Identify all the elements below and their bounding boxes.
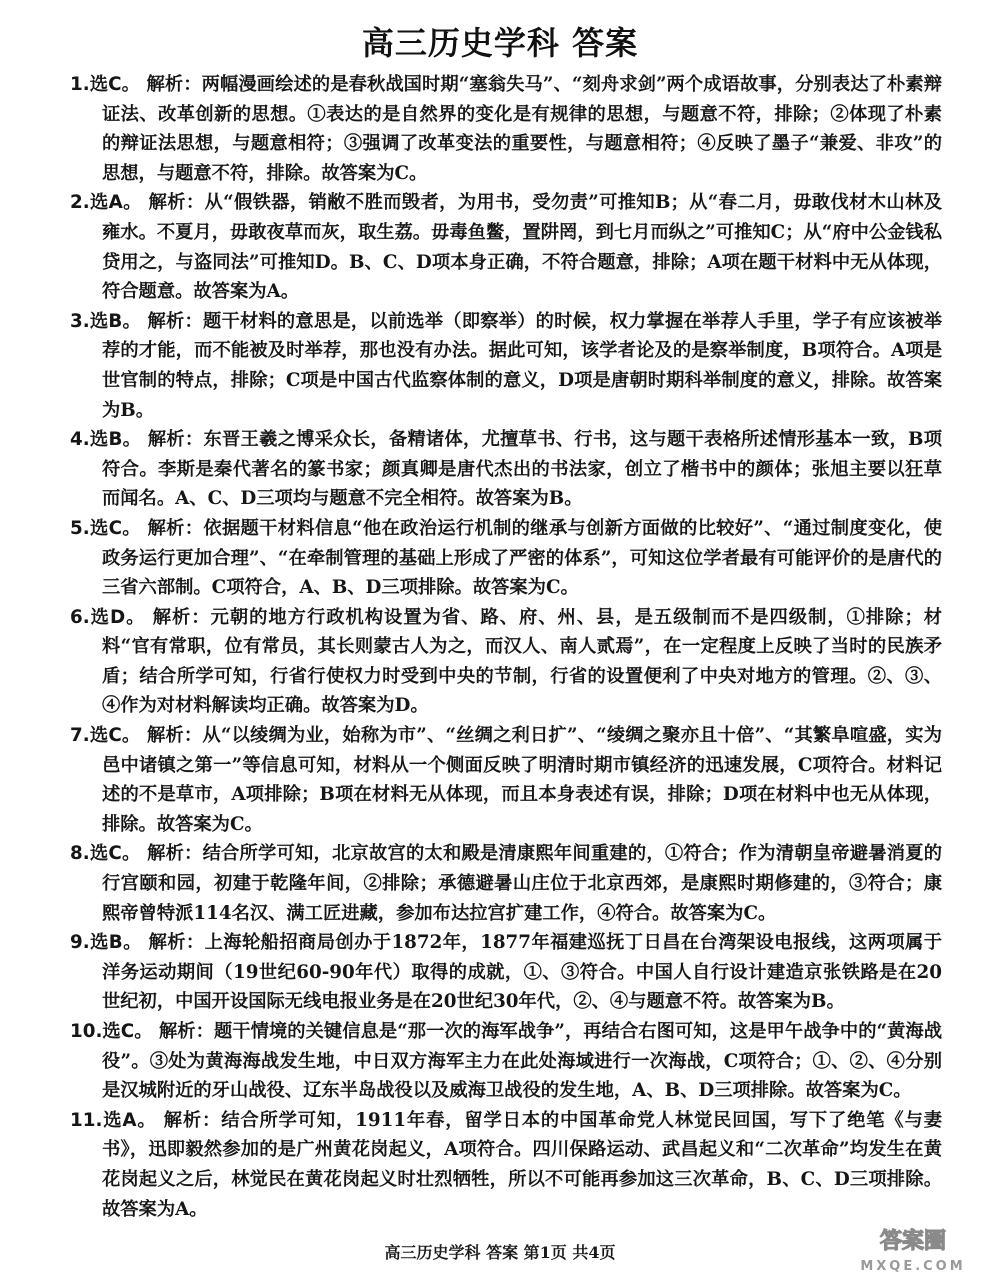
analysis-label: 解析： (146, 74, 202, 95)
answer-choice: 选D。 (89, 606, 146, 628)
answer-number: 8. (70, 843, 90, 865)
answer-choice: 选C。 (89, 74, 141, 95)
answer-choice: 选B。 (89, 310, 141, 332)
answer-choice: 选B。 (89, 429, 142, 451)
answer-choice: 选B。 (89, 932, 142, 954)
answer-number: 9. (70, 932, 90, 954)
watermark-logo (838, 1220, 988, 1276)
analysis-text: 从“以绫绸为业，始称为市”、“丝绸之利日扩”、“绫绸之聚亦且十倍”、“其繁阜喧盛，实为邑中诸镇之第一”等信息可知，材料从一个侧面反映了明清时期市镇经济的迅速发展，C项符合。材料记述的不是草市，A项排除；B项在材料无从体现，而且本身表述有误，排除；D项在材料中也无从体现，排除。故答案为C。 (102, 725, 943, 835)
analysis-label: 解析： (147, 517, 204, 539)
answer-item (70, 603, 942, 721)
answer-number: 3. (70, 310, 90, 332)
analysis-text: 上海轮船招商局创办于1872年，1877年福建巡抚丁日昌在台湾架设电报线，这两项属于洋务运动期间（19世纪60-90年代）取得的成就，①、③符合。中国人自行设计建造京张铁路是在20世纪初，中国开设国际无线电报业务是在20世纪30年代，②、④与题意不符。故答案为B。 (102, 932, 943, 1013)
analysis-text: 东晋王羲之博采众长，备精诸体，尤擅草书、行书，这与题干表格所述情形基本一致，B项符合。李斯是秦代著名的篆书家；颜真卿是唐代杰出的书法家，创立了楷书中的颜体；张旭主要以狂草而闻名。A、C、D三项均与题意不完全相符。故答案为B。 (102, 429, 943, 510)
analysis-text: 从“假铁器，销敝不胜而毁者，为用书，受勿责”可推知B；从“春二月，毋敢伐材木山林及雍水。不夏月，毋敢夜草而灰，取生荔。毋毒鱼鳖，置阱罔，到七月而纵之”可推知C；从“府中公金钱私贷用之，与盗同法”可推知D。B、C、D项本身正确，不符合题意，排除；A项在题干材料中无从体现，符合题意。故答案为A。 (102, 192, 942, 303)
answer-number: 4. (70, 429, 90, 451)
answer-item (70, 839, 942, 928)
analysis-label: 解析： (147, 843, 203, 865)
analysis-text: 结合所学可知，北京故宫的太和殿是清康熙年间重建的，①符合；作为清朝皇帝避暑消夏的行宫颐和园，初建于乾隆年间，②排除；承德避暑山庄位于北京西郊，是康熙时期修建的，③符合；康熙帝曾特派114名汉、满工匠进藏，参加布达拉宫扩建工作，④符合。故答案为C。 (102, 843, 943, 924)
analysis-label: 解析： (146, 725, 203, 747)
answer-number: 10. (70, 1021, 103, 1042)
watermark-logo-text: 答案圈 (879, 1229, 947, 1254)
analysis-text: 依据题干材料信息“他在政治运行机制的继承与创新方面做的比较好”、“通过制度变化，使政务运行更加合理”、“在牵制管理的基础上形成了严密的体系”，可知这位学者最有可能评价的是唐代的三省六部制。C项符合，A、B、D三项排除。故答案为C。 (102, 517, 943, 599)
answer-number: 6. (70, 606, 90, 628)
answer-item (70, 307, 942, 425)
answer-item (70, 721, 942, 839)
answer-number: 1. (70, 74, 90, 95)
answer-number: 11. (70, 1109, 103, 1131)
answer-number: 7. (70, 725, 90, 747)
analysis-label: 解析： (147, 310, 203, 332)
answer-number: 2. (70, 192, 90, 214)
answer-choice: 选A。 (102, 1109, 157, 1131)
analysis-label: 解析： (148, 932, 205, 954)
page-title: 高三历史学科 答案 (361, 24, 639, 62)
answer-choice: 选C。 (89, 725, 141, 747)
analysis-label: 解析： (158, 1021, 214, 1042)
answer-item (70, 188, 942, 306)
analysis-text: 题干情境的关键信息是“那一次的海军战争”，再结合右图可知，这是甲午战争中的“黄海战役”。③处为黄海海战发生地，中日双方海军主力在此处海域进行一次海战，C项符合；①、②、④分别是汉城附近的牙山战役、辽东半岛战役以及威海卫战役的发生地，A、B、D三项排除。故答案为C。 (102, 1021, 943, 1102)
answer-item (70, 1106, 942, 1224)
answer-item (70, 1017, 942, 1106)
answer-choice: 选C。 (102, 1021, 153, 1042)
answer-item (70, 70, 942, 188)
answer-choice: 选C。 (89, 517, 141, 539)
watermark-url: MXQE.COM (860, 1259, 966, 1274)
answer-item (70, 425, 942, 514)
analysis-text: 两幅漫画绘述的是春秋战国时期“塞翁失马”、“刻舟求剑”两个成语故事，分别表达了朴素辩证法、改革创新的思想。①表达的是自然界的变化是有规律的思想，与题意不符，排除；②体现了朴素的辩证法思想，与题意相符；③强调了改革变法的重要性，与题意相符；④反映了墨子“兼爱、非攻”的思想，与题意不符，排除。故答案为C。 (102, 74, 943, 184)
answer-number: 5. (70, 517, 90, 539)
answer-choice: 选C。 (89, 843, 141, 865)
analysis-label: 解析： (163, 1109, 222, 1131)
page-footer: 高三历史学科 答案 第1页 共4页 (384, 1243, 616, 1262)
analysis-text: 元朝的地方行政机构设置为省、路、府、州、县，是五级制而不是四级制，①排除；材料“官有常职，位有常员，其长则蒙古人为之，而汉人、南人贰焉”，在一定程度上反映了当时的民族矛盾；结合所学可知，行省行使权力时受到中央的节制，行省的设置便利了中央对地方的管理。②、③、④作为对材料解读均正确。故答案为D。 (102, 606, 942, 717)
answer-list (70, 70, 942, 1224)
analysis-label: 解析： (152, 606, 211, 628)
analysis-label: 解析： (148, 192, 205, 214)
analysis-text: 题干材料的意思是，以前选举（即察举）的时候，权力掌握在举荐人手里，学子有应该被举荐的才能，而不能被及时举荐，那也没有办法。据此可知，该学者论及的是察举制度，B项符合。A项是世官制的特点，排除；C项是中国古代监察体制的意义，D项是唐朝时期科举制度的意义，排除。故答案为B。 (102, 310, 943, 421)
analysis-label: 解析： (147, 429, 204, 451)
answer-item (70, 514, 942, 603)
answer-choice: 选A。 (89, 192, 142, 214)
analysis-text: 结合所学可知，1911年春，留学日本的中国革命党人林觉民回国，写下了绝笔《与妻书》，迅即毅然参加的是广州黄花岗起义，A项符合。四川保路运动、武昌起义和“二次革命”均发生在黄花岗起义之后，林觉民在黄花岗起义时壮烈牺牲，所以不可能再参加这三次革命，B、C、D三项排除。故答案为A。 (102, 1109, 942, 1220)
answer-item (70, 928, 942, 1017)
